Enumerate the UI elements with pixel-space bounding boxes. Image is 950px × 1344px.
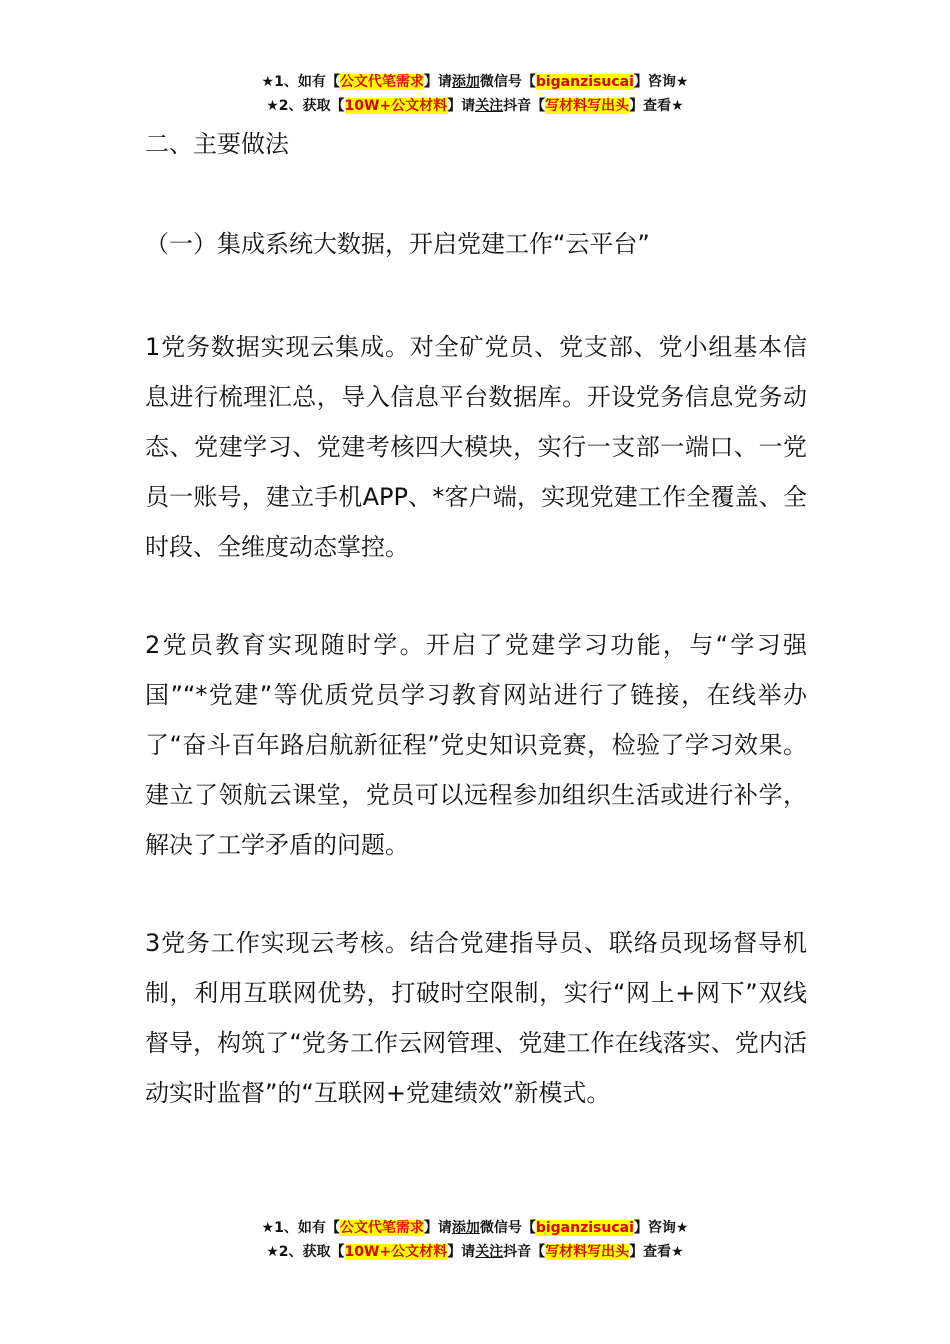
banner-underlined: 关注 (475, 98, 504, 114)
banner-line-2 (0, 1240, 950, 1264)
document-body (145, 124, 807, 1118)
banner-highlight: 10W+公文材料 (344, 98, 448, 114)
banner-highlight: 公文代笔需求 (339, 74, 424, 90)
banner-text: 】查看★ (629, 98, 684, 114)
banner-text: 微信号【 (479, 1220, 536, 1236)
banner-text: 】咨询★ (633, 74, 689, 90)
banner-text: 】查看★ (629, 1244, 684, 1260)
banner-text: ★2、获取【 (266, 98, 345, 114)
paragraph-3: 3党务工作实现云考核。结合党建指导员、联络员现场督导机制，利用互联网优势，打破时空限制，实行“网上+网下”双线督导，构筑了“党务工作云网管理、党建工作在线落实、党内活动实时监督”的“互联网+党建绩效”新模式。 (145, 929, 807, 1107)
banner-text: 】咨询★ (633, 1220, 689, 1236)
banner-text: 】请 (447, 98, 476, 114)
banner-text: 抖音【 (503, 98, 546, 114)
banner-text: 】请 (423, 1220, 452, 1236)
bottom-banner (0, 1216, 950, 1264)
banner-highlight: 写材料写出头 (545, 1244, 630, 1260)
paragraph-2: 2党员教育实现随时学。开启了党建学习功能，与“学习强国”“*党建”等优质党员学习教育网站进行了链接，在线举办了“奋斗百年路启航新征程”党史知识竞赛，检验了学习效果。建立了领航云课堂，党员可以远程参加组织生活或进行补学，解决了工学矛盾的问题。 (145, 631, 807, 859)
subsection-title: （一）集成系统大数据，开启党建工作“云平台” (145, 230, 650, 258)
banner-text: 】请 (423, 74, 452, 90)
banner-text: ★2、获取【 (266, 1244, 345, 1260)
banner-highlight: 10W+公文材料 (344, 1244, 448, 1260)
section-title: 二、主要做法 (145, 130, 289, 158)
banner-highlight: biganzisucai (535, 1220, 634, 1236)
banner-underlined: 添加 (451, 74, 480, 90)
banner-underlined: 关注 (475, 1244, 504, 1260)
banner-text: ★1、如有【 (261, 74, 340, 90)
banner-line-2 (0, 94, 950, 118)
banner-highlight: biganzisucai (535, 74, 634, 90)
banner-highlight: 写材料写出头 (545, 98, 630, 114)
banner-text: 】请 (447, 1244, 476, 1260)
banner-highlight: 公文代笔需求 (339, 1220, 424, 1236)
banner-text: 微信号【 (479, 74, 536, 90)
banner-line-1 (0, 1216, 950, 1240)
top-banner (0, 70, 950, 118)
banner-line-1 (0, 70, 950, 94)
paragraph-1: 1党务数据实现云集成。对全矿党员、党支部、党小组基本信息进行梳理汇总，导入信息平台数据库。开设党务信息党务动态、党建学习、党建考核四大模块，实行一支部一端口、一党员一账号，建立手机APP、*客户端，实现党建工作全覆盖、全时段、全维度动态掌控。 (145, 333, 807, 561)
banner-underlined: 添加 (451, 1220, 480, 1236)
banner-text: ★1、如有【 (261, 1220, 340, 1236)
banner-text: 抖音【 (503, 1244, 546, 1260)
